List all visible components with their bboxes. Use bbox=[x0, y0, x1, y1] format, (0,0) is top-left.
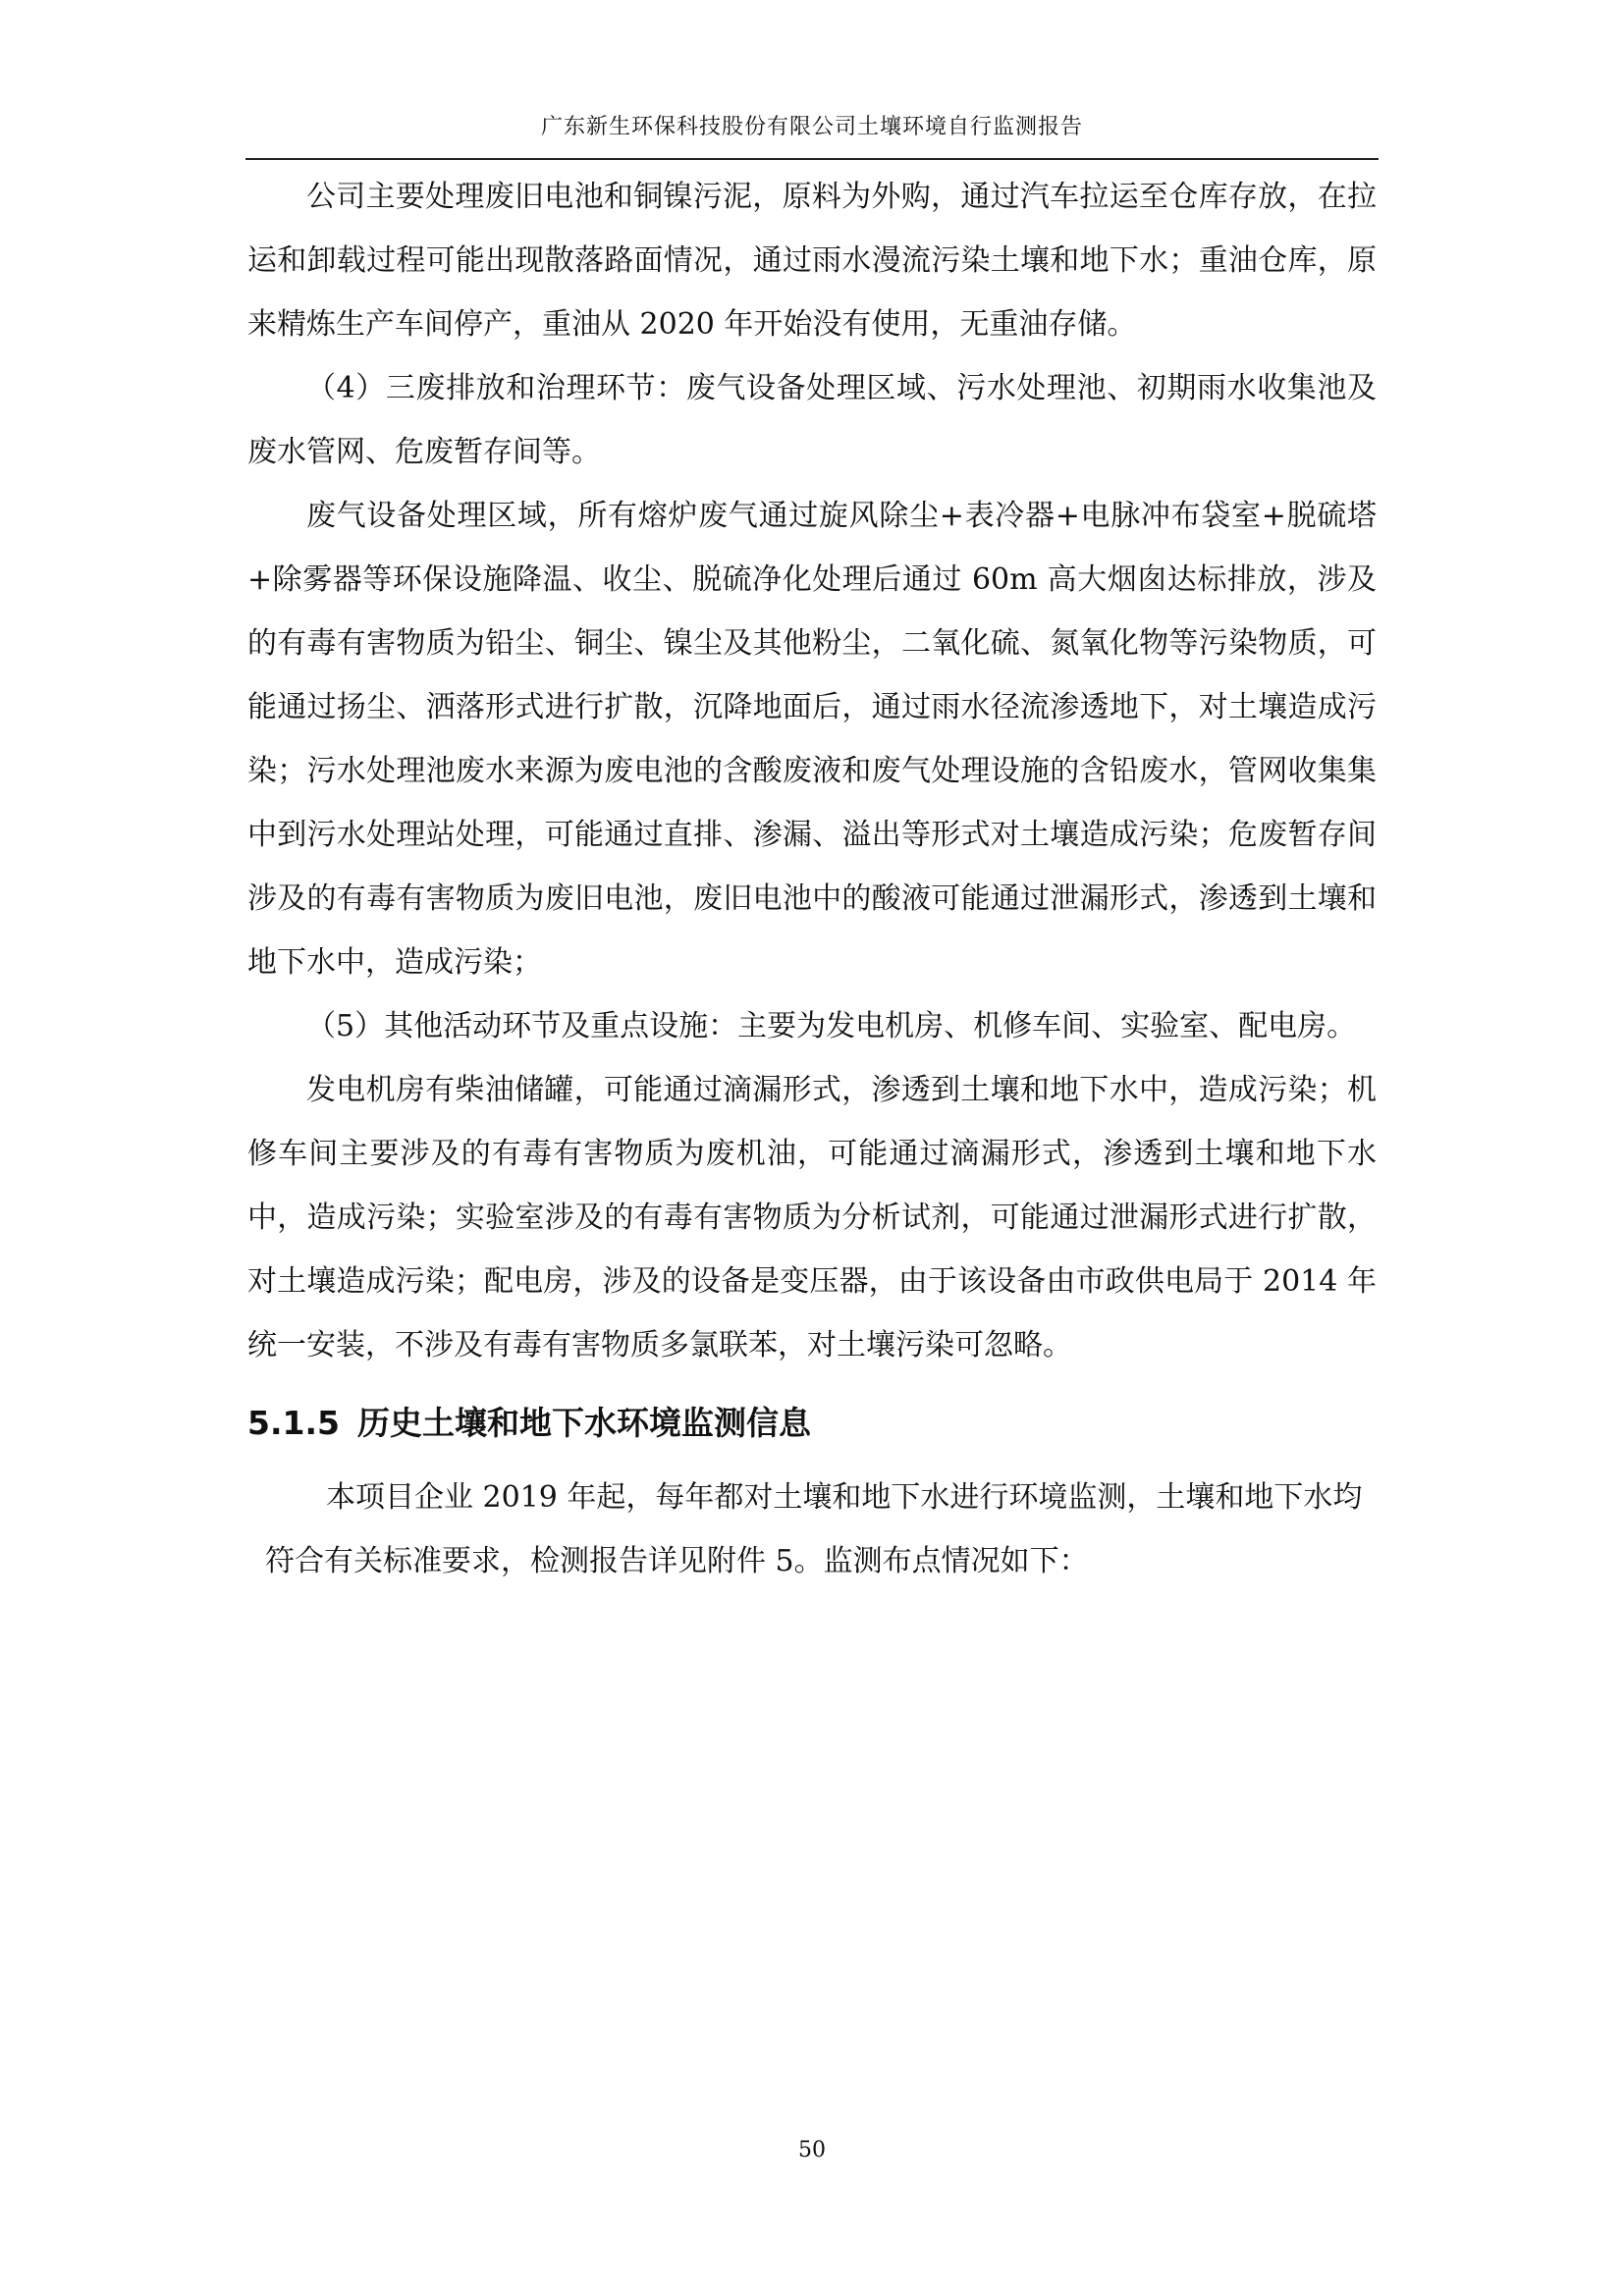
document-body bbox=[247, 165, 1377, 1593]
page-header-title: 广东新生环保科技股份有限公司土壤环境自行监测报告 bbox=[540, 115, 1083, 139]
paragraph-monitoring-history: 本项目企业 2019 年起，每年都对土壤和地下水进行环境监测，土壤和地下水均符合有关标准要求，检测报告详见附件 5。监测布点情况如下： bbox=[265, 1480, 1363, 1578]
paragraph-raw-material-storage: 公司主要处理废旧电池和铜镍污泥，原料为外购，通过汽车拉运至仓库存放，在拉运和卸载过程可能出现散落路面情况，通过雨水漫流污染土壤和地下水；重油仓库，原来精炼生产车间停产，重油从 2020 年开始没有使用，无重油存储。 bbox=[247, 180, 1377, 342]
header-divider bbox=[245, 158, 1379, 160]
paragraph-generator-room: 发电机房有柴油储罐，可能通过滴漏形式，渗透到土壤和地下水中，造成污染；机修车间主要涉及的有毒有害物质为废机油，可能通过滴漏形式，渗透到土壤和地下水中，造成污染；实验室涉及的有毒有害物质为分析试剂，可能通过泄漏形式进行扩散，对土壤造成污染；配电房，涉及的设备是变压器，由于该设备由市政供电局于 2014 年统一安装，不涉及有毒有害物质多氯联苯，对土壤污染可忽略。 bbox=[247, 1073, 1377, 1362]
section-title: 历史土壤和地下水环境监测信息 bbox=[356, 1404, 811, 1442]
paragraph-other-activities: （5）其他活动环节及重点设施：主要为发电机房、机修车间、实验室、配电房。 bbox=[306, 1009, 1357, 1043]
paragraph-three-wastes: （4）三废排放和治理环节：废气设备处理区域、污水处理池、初期雨水收集池及废水管网、危废暂存间等。 bbox=[247, 371, 1377, 469]
section-number: 5.1.5 bbox=[247, 1404, 340, 1442]
section-heading bbox=[247, 1389, 1377, 1458]
page-number: 50 bbox=[798, 2138, 826, 2163]
paragraph-waste-gas-treatment: 废气设备处理区域，所有熔炉废气通过旋风除尘+表冷器+电脉冲布袋室+脱硫塔+除雾器等环保设施降温、收尘、脱硫净化处理后通过 60m 高大烟囱达标排放，涉及的有毒有害物质为铅尘、铜尘、镍尘及其他粉尘，二氧化硫、氮氧化物等污染物质，可能通过扬尘、洒落形式进行扩散，沉降地面后，通过雨水径流渗透地下，对土壤造成污染；污水处理池废水来源为废电池的含酸废液和废气处理设施的含铅废水，管网收集集中到污水处理站处理，可能通过直排、渗漏、溢出等形式对土壤造成污染；危废暂存间涉及的有毒有害物质为废旧电池，废旧电池中的酸液可能通过泄漏形式，渗透到土壤和地下水中，造成污染； bbox=[247, 499, 1377, 980]
